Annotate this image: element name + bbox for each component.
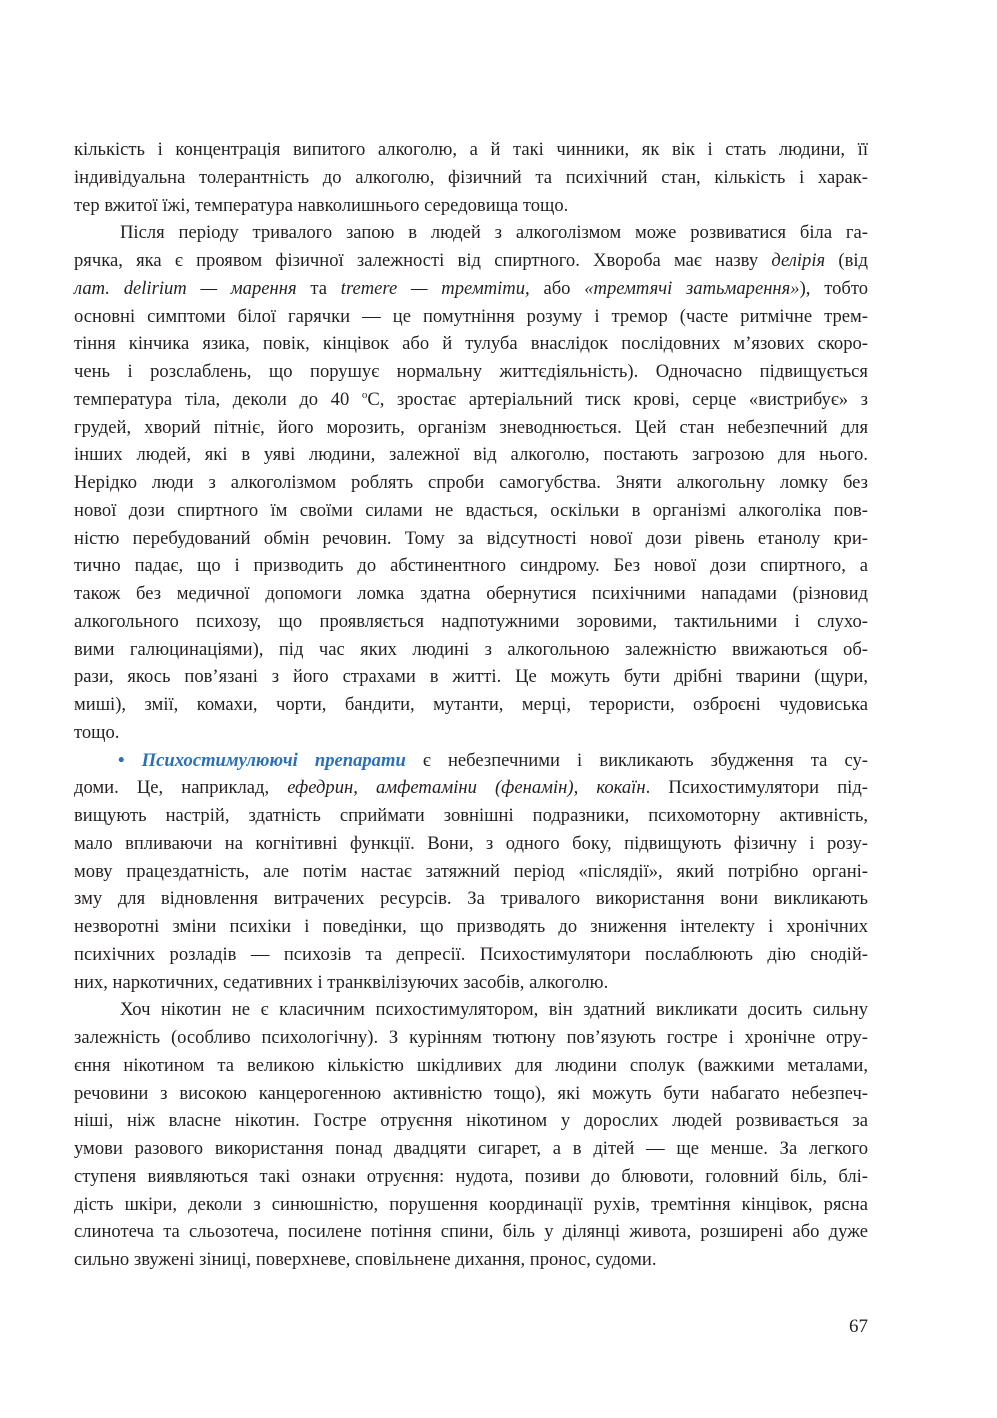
text-line: речовини з високою канцерогенною активністю тощо), які можуть бути набагато небезпеч- xyxy=(74,1082,868,1104)
text-span: доми. Це, наприклад, xyxy=(74,777,288,799)
text-line: дість шкіри, деколи з синюшністю, порушення координації рухів, тремтіння кінцівок, рясна xyxy=(74,1193,868,1215)
text-line: Хоч нікотин не є класичним психостимулятором, він здатний викликати досить сильну xyxy=(120,999,868,1021)
text-line: Після періоду тривалого запою в людей з алкоголізмом може розвиватися біла га- xyxy=(120,222,868,244)
text-span: ), тобто xyxy=(799,277,869,299)
text-line: вищують настрій, здатність сприймати зовнішні подразники, психомоторну активність, xyxy=(74,805,868,826)
paragraph-nicotine xyxy=(74,996,868,1274)
text-span: є небезпечними і викликають збудження та су- xyxy=(405,749,868,771)
text-line: кількість і концентрація випитого алкоголю, а й такі чинники, як вік і стать людини, її xyxy=(74,139,868,160)
text-line: єння нікотином та великою кількістю шкідливих для людини сполук (важкими металами, xyxy=(74,1054,868,1076)
text-line: залежність (особливо психологічну). З курінням тютюну пов’язують гостре і хронічне отру- xyxy=(74,1027,868,1048)
text-line: Нерідко люди з алкоголізмом роблять спроби самогубства. Зняти алкогольну ломку без xyxy=(74,472,868,493)
text-line xyxy=(74,386,868,414)
paragraph-delirium xyxy=(74,219,868,746)
text-line: мало впливаючи на когнітивні функції. Вони, з одного боку, підвищують фізичну і розу- xyxy=(74,832,868,854)
text-line: рази, якось пов’язані з його страхами в житті. Це можуть бути дрібні тварини (щури, xyxy=(74,666,868,688)
text-line: основні симптоми білої гарячки — це помутніння розуму і тремор (часте ритмічне трем- xyxy=(74,305,868,327)
text-line: тощо. xyxy=(74,721,120,743)
text-line: тіння кінчика язика, повік, кінцівок або й тулуба внаслідок послідовних м’язових скоро- xyxy=(74,333,868,355)
text-line: чень і розслаблень, що порушує нормальну життєдіяльність). Одночасно підвищується xyxy=(74,361,868,382)
text-line: психічних розладів — психозів та депресії. Психостимулятори послаблюють дію снодій- xyxy=(74,943,868,965)
text-line: ступеня виявляються такі ознаки отруєння: нудота, позиви до блювоти, головний біль, блі- xyxy=(74,1165,868,1187)
paragraph-alcohol-factors xyxy=(74,136,868,219)
text-line xyxy=(74,275,868,303)
text-line: вими галюцинаціями), під час яких людині з алкогольною залежністю ввижаються об- xyxy=(74,638,868,660)
bullet-marker: • xyxy=(118,749,125,771)
page-number: 67 xyxy=(849,1316,868,1337)
text-span: рячка, яка є проявом фізичної залежності від спиртного. Хвороба має назву xyxy=(74,250,772,271)
text-line: миші), змії, комахи, чорти, бандити, мутанти, мерці, терористи, озброєні чудовиська xyxy=(74,694,868,715)
text-line: грудей, хворий пітніє, його морозить, організм зневоднюється. Цей стан небезпечний для xyxy=(74,416,868,438)
text-span: С, зростає артеріальний тиск крові, серце «вистрибує» з xyxy=(367,388,868,410)
text-line: ністю перебудований обмін речовин. Тому за відсутності нової дози рівень етанолу кри- xyxy=(74,527,868,549)
term-tremere: tremere — тремтіти, xyxy=(340,277,530,299)
text-line: умови разового використання понад двадцяти сигарет, а в дітей — ще менше. За легкого xyxy=(74,1138,868,1159)
text-span: температура тіла, деколи до 40 xyxy=(74,388,362,410)
term-delirium: делірія xyxy=(771,250,826,271)
text-line xyxy=(74,247,868,275)
text-span: . Психостимулятори під- xyxy=(645,777,868,799)
degree-mark: o xyxy=(361,388,368,401)
text-line: слинотеча та сльозотеча, посилене потіння спини, біль у ділянці живота, розширені або дуже xyxy=(74,1221,868,1243)
term-psychostimulants: Психостимулюючі препарати xyxy=(141,749,406,771)
body-text xyxy=(74,136,868,1274)
text-line: індивідуальна толерантність до алкоголю, фізичний та психічний стан, кількість і харак- xyxy=(74,166,868,188)
text-line: мову працездатність, але потім настає затяжний період «післядії», який потрібно органі- xyxy=(74,860,868,882)
text-line: зму для відновлення витрачених ресурсів. За тривалого використання вони викликають xyxy=(74,888,868,910)
text-line: них, наркотичних, седативних і транквілізуючих засобів, алкоголю. xyxy=(74,971,609,993)
text-line xyxy=(74,747,868,775)
text-line: сильно звужені зіниці, поверхневе, сповільнене дихання, пронос, судоми. xyxy=(74,1249,657,1270)
text-line: нової дози спиртного їм своїми силами не вдасться, оскільки в організмі алкоголіка пов- xyxy=(74,499,868,521)
text-line xyxy=(74,774,868,802)
paragraph-psychostimulants xyxy=(74,747,868,997)
text-line: тично падає, що і призводить до абстинентного синдрому. Без нової дози спиртного, а xyxy=(74,555,868,577)
term-trembling-darkness: «тремтячі затьмарення» xyxy=(584,277,800,299)
text-span: або xyxy=(529,277,585,299)
term-latin-delirium: лат. delirium — марення xyxy=(74,277,297,299)
text-line: інших людей, які в уяві людини, залежної від алкоголю, постають загрозою для нього. xyxy=(74,444,868,466)
term-drug-examples: ефедрин, амфетаміни (фенамін), кокаїн xyxy=(287,777,646,799)
text-line: алкогольного психозу, що проявляється надпотужними зоровими, тактильними і слухо- xyxy=(74,610,868,632)
text-line: ніші, ніж власне нікотин. Гостре отруєння нікотином у дорослих людей розвивається за xyxy=(74,1110,868,1132)
text-line: незворотні зміни психіки і поведінки, що призводять до зниження інтелекту і хронічних xyxy=(74,916,868,937)
text-line: також без медичної допомоги ломка здатна обернутися психічними нападами (різновид xyxy=(74,583,868,604)
text-span: (від xyxy=(825,250,869,271)
text-span: та xyxy=(296,277,341,299)
text-line: тер вжитої їжі, температура навколишнього середовища тощо. xyxy=(74,194,569,216)
